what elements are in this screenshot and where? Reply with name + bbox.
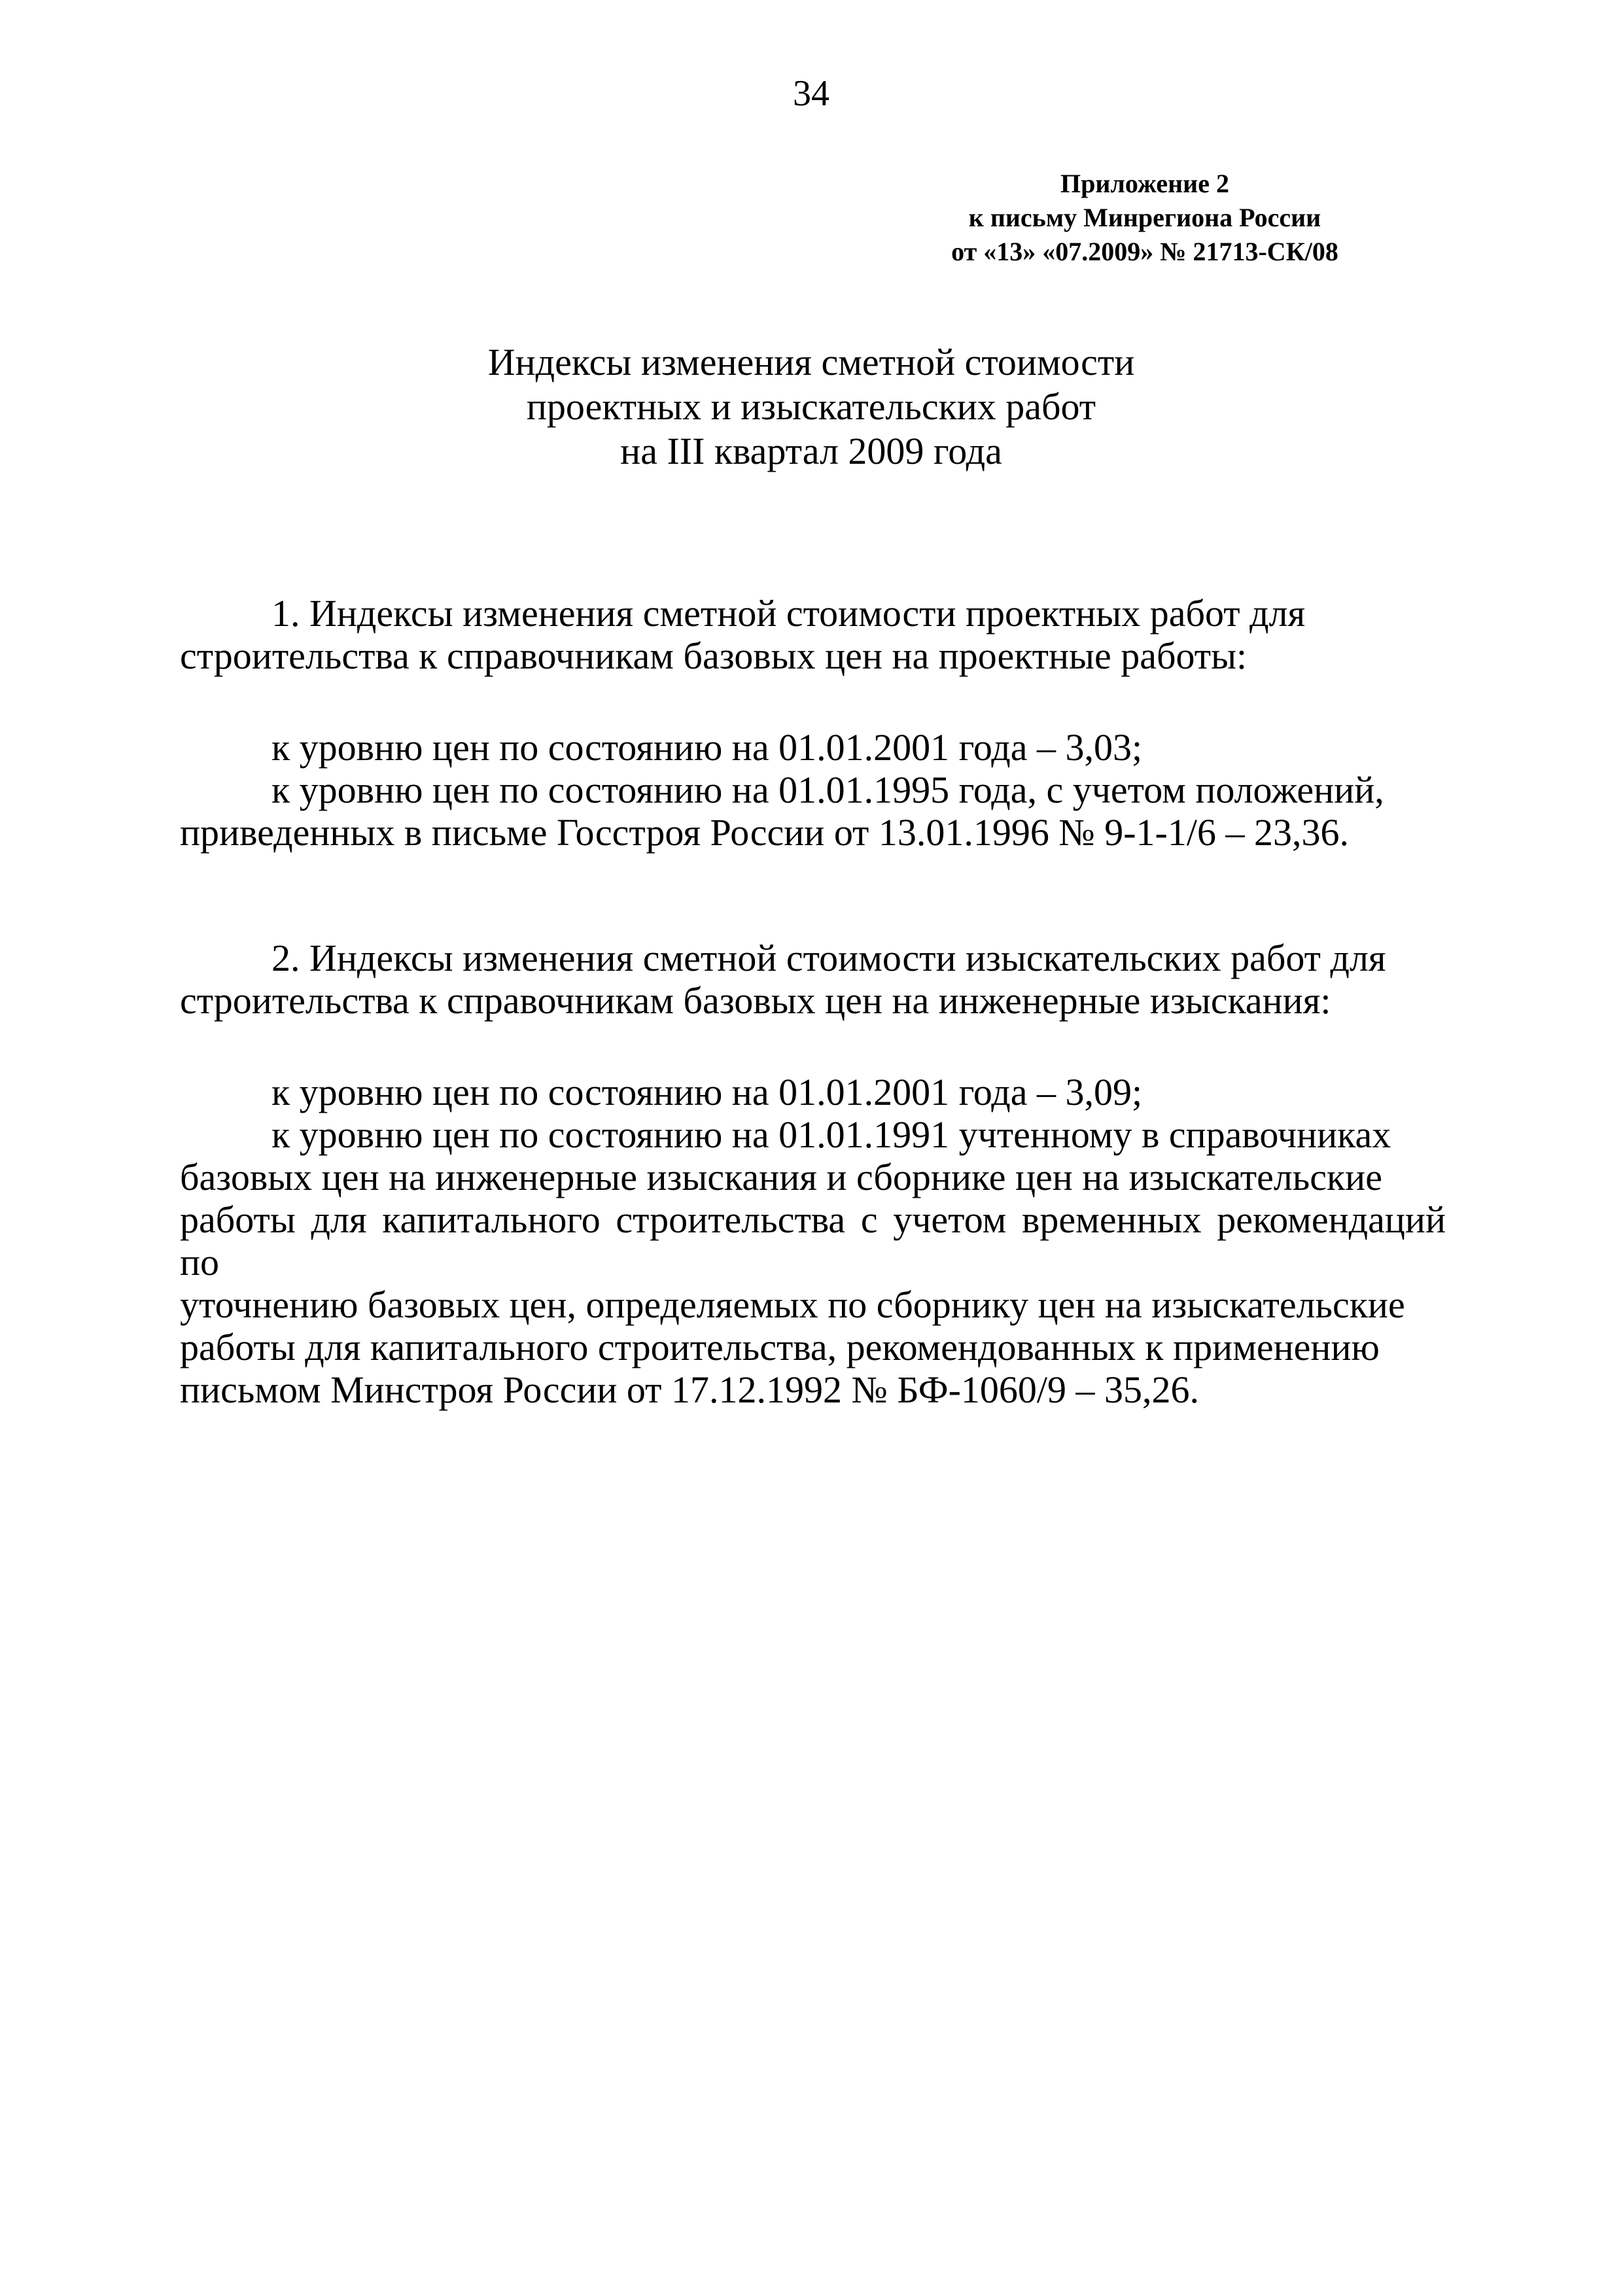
appendix-reference: [916, 167, 1374, 269]
section-2-heading: [180, 937, 1446, 1022]
title-line-2: проектных и изыскательских работ: [526, 385, 1096, 428]
section-2-items: [180, 1071, 1446, 1411]
section-1-item-1: к уровню цен по состоянию на 01.01.2001 года – 3,03;: [271, 726, 1143, 769]
section-2-item-2-line-6: письмом Минстроя России от 17.12.1992 № БФ-1060/9 – 35,26.: [180, 1368, 1200, 1411]
appendix-line-3: от «13» «07.2009» № 21713-СК/08: [951, 237, 1338, 266]
section-2-item-2-line-2: базовых цен на инженерные изыскания и сборнике цен на изыскательские: [180, 1156, 1382, 1198]
section-1-heading: [180, 592, 1446, 677]
section-1-heading-line-1: 1. Индексы изменения сметной стоимости проектных работ для: [271, 592, 1306, 635]
appendix-line-2: к письму Минрегиона России: [968, 203, 1321, 232]
section-2-heading-line-1: 2. Индексы изменения сметной стоимости изыскательских работ для: [271, 937, 1386, 979]
section-2-heading-line-2: строительства к справочникам базовых цен на инженерные изыскания:: [180, 979, 1331, 1022]
title-line-1: Индексы изменения сметной стоимости: [487, 341, 1135, 383]
section-2-item-1: к уровню цен по состоянию на 01.01.2001 года – 3,09;: [271, 1071, 1143, 1113]
section-1-item-2-line-2: приведенных в письме Госстроя России от 13.01.1996 № 9-1-1/6 – 23,36.: [180, 811, 1349, 854]
section-1-item-2-line-1: к уровню цен по состоянию на 01.01.1995 года, с учетом положений,: [271, 769, 1384, 811]
section-2-item-2-line-1: к уровню цен по состоянию на 01.01.1991 учтенному в справочниках: [271, 1113, 1391, 1156]
page-number: 34: [793, 73, 829, 114]
appendix-line-1: Приложение 2: [1060, 169, 1229, 198]
document-title: [393, 340, 1230, 474]
section-1-items: [180, 726, 1446, 854]
section-2-item-2-line-3: работы для капитального строительства с учетом временных рекомендаций по: [180, 1198, 1446, 1283]
section-2-item-2-line-5: работы для капитального строительства, рекомендованных к применению: [180, 1326, 1380, 1368]
section-1-heading-line-2: строительства к справочникам базовых цен на проектные работы:: [180, 635, 1248, 677]
title-line-3: на III квартал 2009 года: [620, 430, 1002, 472]
section-2-item-2-line-4: уточнению базовых цен, определяемых по сборнику цен на изыскательские: [180, 1283, 1405, 1326]
